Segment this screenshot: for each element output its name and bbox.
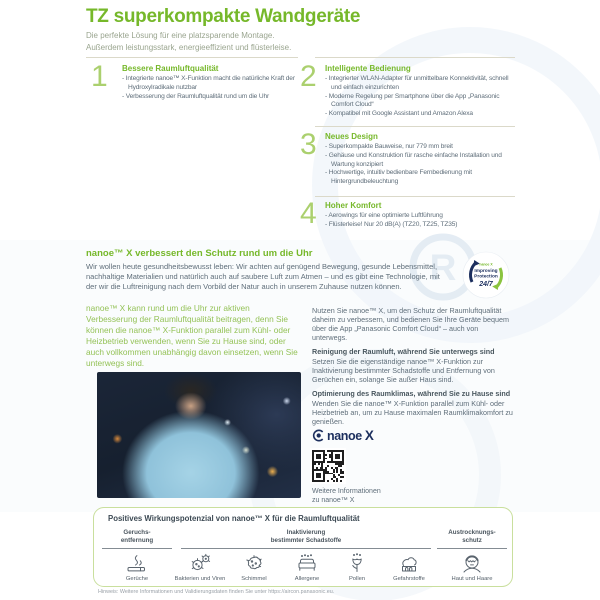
subtitle-line-2: Außerdem leistungsstark, energieeffizient und flüsterleise. bbox=[86, 42, 292, 52]
mold-icon bbox=[242, 551, 266, 575]
sofa-allergens-icon bbox=[295, 551, 319, 575]
cigarette-smoke-icon bbox=[125, 551, 149, 575]
qr-code bbox=[312, 450, 344, 482]
divider bbox=[315, 126, 515, 127]
benefit-label: Schimmel bbox=[241, 576, 267, 582]
subtitle-line-1: Die perfekte Lösung für eine platzsparende Montage. bbox=[86, 31, 275, 40]
protection-heading: nanoe™ X verbessert den Schutz rund um die Uhr bbox=[86, 248, 313, 259]
baby-sleeping-photo bbox=[86, 119, 297, 235]
benefits-title: Positives Wirkungspotenzial von nanoe™ X für die Raumluftqualität bbox=[108, 514, 360, 523]
protection-right-column bbox=[312, 306, 515, 426]
footer-note: Hinweis: Weitere Informationen und Validierungsdaten finden Sie unter https://aircon.panasonic.eu. bbox=[98, 589, 335, 595]
benefit-group-inactivation bbox=[181, 529, 431, 549]
feature-block-2 bbox=[325, 64, 516, 119]
svg-text:R: R bbox=[429, 247, 457, 288]
feature-bullet: - Superkompakte Bauweise, nur 779 mm breit bbox=[325, 143, 516, 152]
benefit-label: Pollen bbox=[348, 576, 366, 582]
feature-bullet: - Integrierte nanoe™ X-Funktion macht die natürliche Kraft der Hydroxylradikale nutzbar bbox=[122, 75, 299, 93]
feature-number-3: 3 bbox=[300, 128, 317, 161]
feature-heading: Neues Design bbox=[325, 132, 378, 141]
benefit-label: Haut und Haare bbox=[451, 576, 493, 582]
benefit-label: Gerüche bbox=[125, 576, 149, 582]
feature-bullet: - Hochwertige, intuitiv bedienbare Fernbedienung mit Hintergrundbeleuchtung bbox=[325, 169, 516, 187]
benefit-label: Gefahrstoffe bbox=[393, 576, 425, 582]
benefit-group-odor bbox=[102, 529, 172, 549]
feature-bullet: - Integrierter WLAN-Adapter für unmittelbare Konnektivität, schnell und einfach einzurichten bbox=[325, 75, 516, 93]
nanoe-logo-x: X bbox=[364, 428, 374, 443]
benefit-item bbox=[380, 551, 438, 582]
feature-number-2: 2 bbox=[300, 60, 317, 93]
feature-block-4 bbox=[325, 201, 516, 230]
nanoe-logo-word: nanoe bbox=[327, 428, 362, 443]
woman-smartphone-photo bbox=[97, 372, 301, 498]
feature-heading: Intelligente Bedienung bbox=[325, 64, 411, 73]
benefit-item bbox=[443, 551, 501, 582]
benefit-item bbox=[171, 551, 229, 582]
nanoe-logo-icon bbox=[312, 429, 325, 442]
feature-block-3 bbox=[325, 132, 516, 187]
feature-number-4: 4 bbox=[300, 197, 317, 230]
pollen-flower-icon bbox=[345, 551, 369, 575]
feature-bullet: - Gehäuse und Konstruktion für rasche einfache Installation und Wartung konzipiert bbox=[325, 152, 516, 170]
page-title: TZ superkompakte Wandgeräte bbox=[86, 6, 361, 27]
nanoe-x-logo bbox=[312, 428, 374, 443]
block-body: Setzen Sie die eigenständige nanoe™ X-Funktion zur Inaktivierung bestimmter Schadstoffe und Entfernung von Gerüchen ein, solange Sie außer Haus sind. bbox=[312, 357, 495, 384]
divider bbox=[86, 57, 298, 58]
group-header-line: schutz bbox=[462, 537, 482, 545]
qr-caption bbox=[312, 487, 381, 505]
feature-block-1 bbox=[122, 64, 299, 101]
improving-protection-badge bbox=[462, 251, 510, 299]
block-heading: Optimierung des Raumklimas, während Sie zu Hause sind bbox=[312, 389, 511, 398]
feature-bullet: - Aerowings für eine optimierte Luftführung bbox=[325, 212, 516, 221]
benefit-label: Bakterien und Viren bbox=[174, 576, 226, 582]
feature-number-1: 1 bbox=[91, 60, 108, 93]
feature-bullet: - Verbesserung der Raumluftqualität rund um die Uhr bbox=[122, 93, 299, 102]
group-header-line: entfernung bbox=[120, 537, 154, 545]
benefit-item bbox=[328, 551, 386, 582]
right-intro: Nutzen Sie nanoe™ X, um den Schutz der Raumluftqualität daheim zu verbessern, und bedienen Sie Ihre Geräte bequem über die App „Panasonic Comfort Cloud“ – auch von unterwegs. bbox=[312, 306, 509, 342]
feature-bullet: - Flüsterleise! Nur 20 dB(A) (TZ20, TZ25, TZ35) bbox=[325, 221, 516, 230]
badge-line-2: Protection bbox=[474, 274, 498, 280]
feature-heading: Bessere Raumluftqualität bbox=[122, 64, 219, 73]
group-header-line: Inaktivierung bbox=[286, 529, 326, 536]
benefits-panel bbox=[93, 507, 513, 587]
protection-green-paragraph: nanoe™ X kann rund um die Uhr zur aktiven Verbesserung der Raumluftqualität beitragen, denn Sie können die nanoe™ X-Funktion parallel zum Kühl- oder Heizbetrieb verwenden, wenn Sie zu Hause sind, oder auch vollkommen unabhängig davon einsetzen, wenn Sie unterwegs sind. bbox=[86, 303, 298, 368]
group-header-line: Geruchs- bbox=[123, 529, 151, 536]
qr-caption-line-1: Weitere Informationen bbox=[312, 488, 381, 495]
feature-bullet: - Kompatibel mit Google Assistant und Amazon Alexa bbox=[325, 110, 516, 119]
feature-bullet: - Moderne Regelung per Smartphone über die App „Panasonic Comfort Cloud“ bbox=[325, 93, 516, 111]
block-body: Wenden Sie die nanoe™ X-Funktion parallel zum Kühl- oder Heizbetrieb an, um zu Hause maximalen Raumklimakomfort zu genießen. bbox=[312, 399, 513, 426]
benefit-item bbox=[225, 551, 283, 582]
group-header-line: Austrocknungs- bbox=[448, 529, 496, 536]
divider bbox=[315, 196, 515, 197]
divider bbox=[315, 57, 515, 58]
benefit-group-moisturising bbox=[437, 529, 507, 549]
qr-caption-line-2: zu nanoe™ X bbox=[312, 497, 355, 505]
group-header-line: bestimmter Schadstoffe bbox=[270, 537, 342, 545]
bacteria-virus-icon bbox=[188, 551, 212, 575]
badge-line-1: Improving bbox=[474, 269, 498, 274]
benefit-label: Allergene bbox=[294, 576, 320, 582]
mute-icon bbox=[99, 129, 127, 157]
block-heading: Reinigung der Raumluft, während Sie unterwegs sind bbox=[312, 347, 495, 356]
feature-heading: Hoher Komfort bbox=[325, 201, 382, 210]
benefit-item bbox=[108, 551, 166, 582]
factory-smoke-icon bbox=[397, 551, 421, 575]
page-subtitle bbox=[86, 30, 291, 53]
face-icon bbox=[460, 551, 484, 575]
badge-brand: nanoe X bbox=[479, 262, 493, 267]
protection-intro: Wir wollen heute gesundheitsbewusst leben: Wir achten auf genügend Bewegung, gesunde Lebensmittel, nachhaltige Materialien und natürlich auch auf saubere Luft zum Atmen – und es gibt eine Technologie, mit der wir die Luftreinigung nach dem Vorbild der Natur auch in unserem Zuhause nutzen können. bbox=[86, 262, 440, 292]
badge-line-3: 24/7 bbox=[479, 281, 493, 288]
